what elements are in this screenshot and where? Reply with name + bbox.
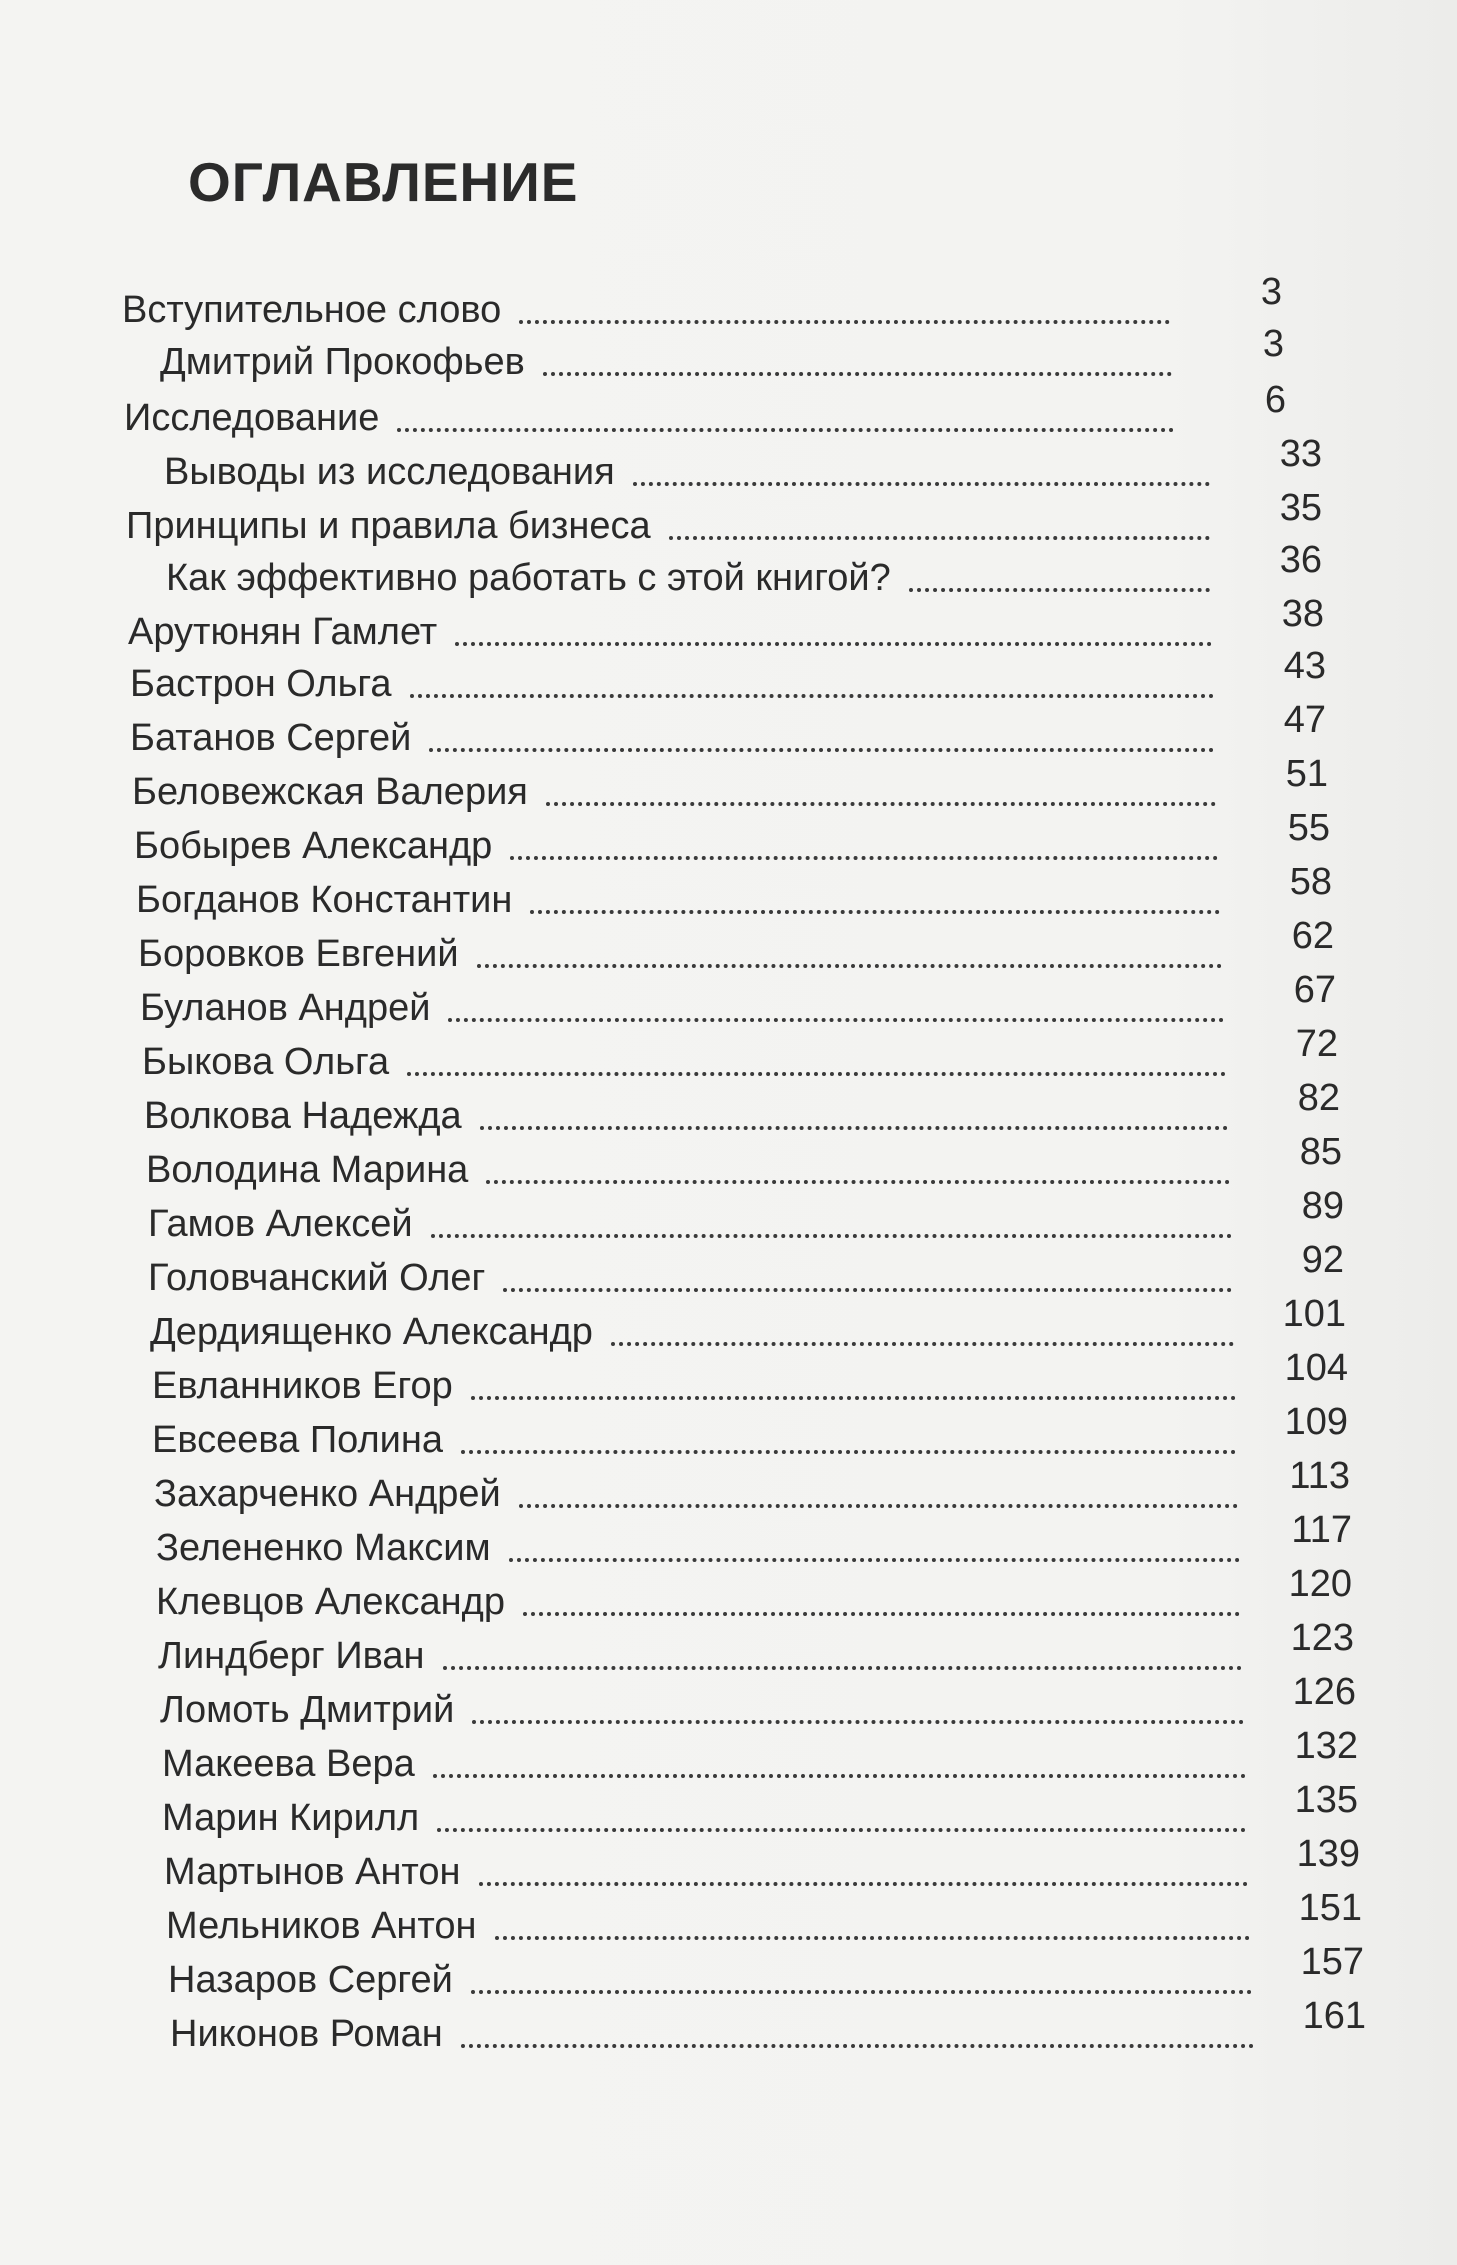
toc-entry (158, 1617, 1354, 1678)
toc-entry-title: Вступительное слово (122, 289, 502, 331)
toc-entry-page: 113 (1289, 1455, 1350, 1497)
dot-leader (437, 1828, 1246, 1832)
toc-entry-title: Захарченко Андрей (154, 1473, 501, 1515)
dot-leader (543, 372, 1172, 376)
toc-entry-page: 104 (1284, 1347, 1348, 1389)
toc-entry-page: 109 (1284, 1401, 1348, 1443)
dot-leader (669, 536, 1210, 540)
toc-entry-title: Мартынов Антон (164, 1851, 461, 1893)
toc-entry-page: 157 (1300, 1941, 1364, 1983)
toc-entry-title: Назаров Сергей (168, 1959, 453, 2001)
toc-entry (130, 699, 1326, 760)
dot-leader (509, 1558, 1240, 1562)
toc-entry-title: Дмитрий Прокофьев (160, 341, 525, 383)
toc-entry-page: 6 (1264, 379, 1286, 421)
dot-leader (407, 1072, 1226, 1076)
toc-entry-page: 67 (1293, 969, 1336, 1011)
dot-leader (471, 1990, 1252, 1994)
toc-entry (162, 1779, 1358, 1840)
toc-entry (166, 1887, 1362, 1948)
dot-leader (455, 642, 1212, 646)
toc-entry-title: Батанов Сергей (130, 717, 412, 759)
toc-entry (166, 539, 1322, 600)
toc-entry-title: Бобырев Александр (134, 825, 493, 867)
toc-entry-title: Бастрон Ольга (130, 663, 392, 705)
dot-leader (472, 1720, 1244, 1724)
toc-entry-title: Арутюнян Гамлет (128, 611, 438, 653)
toc-entry (148, 1239, 1344, 1300)
dot-leader (503, 1288, 1232, 1292)
dot-leader (909, 588, 1210, 592)
dot-leader (477, 964, 1222, 968)
toc-entry-page: 101 (1282, 1293, 1346, 1335)
dot-leader (611, 1342, 1234, 1346)
toc-entry (122, 271, 1282, 332)
toc-entry (146, 1131, 1342, 1192)
toc-entry (156, 1563, 1352, 1624)
toc-entry (124, 379, 1286, 440)
toc-entry-page: 62 (1291, 915, 1334, 957)
toc-entry-title: Зелененко Максим (156, 1527, 491, 1569)
dot-leader (519, 320, 1170, 324)
toc-entry-page: 120 (1288, 1563, 1352, 1605)
toc-entry-page: 117 (1291, 1509, 1352, 1551)
toc-entry (134, 807, 1330, 868)
toc-entry-page: 123 (1290, 1617, 1354, 1659)
toc-entry-page: 92 (1301, 1239, 1344, 1281)
dot-leader (479, 1882, 1248, 1886)
toc-entry-title: Ломоть Дмитрий (160, 1689, 455, 1731)
toc-entry-title: Евсеева Полина (152, 1419, 443, 1461)
toc-entry-page: 33 (1279, 433, 1322, 475)
toc-entry-page: 85 (1299, 1131, 1342, 1173)
toc-entry (142, 1023, 1338, 1084)
dot-leader (448, 1018, 1224, 1022)
toc-entry-page: 132 (1294, 1725, 1358, 1767)
dot-leader (461, 2044, 1254, 2048)
toc-entry-page: 135 (1294, 1779, 1358, 1821)
dot-leader (433, 1774, 1246, 1778)
toc-entry-title: Головчанский Олег (148, 1257, 486, 1299)
toc-entry (138, 915, 1334, 976)
toc-entry (148, 1185, 1344, 1246)
toc-entry-title: Как эффективно работать с этой книгой? (166, 557, 891, 599)
toc-entry-page: 72 (1295, 1023, 1338, 1065)
toc-entry-title: Быкова Ольга (142, 1041, 390, 1083)
toc-entry-page: 43 (1283, 645, 1326, 687)
toc-entry-page: 36 (1279, 539, 1322, 581)
dot-leader (443, 1666, 1242, 1670)
toc-entry-title: Дердиященко Александр (150, 1311, 593, 1353)
toc-entry-page: 35 (1279, 487, 1322, 529)
toc-entry-title: Богданов Константин (136, 879, 513, 921)
toc-entry-title: Выводы из исследования (164, 451, 615, 493)
toc-entry-title: Макеева Вера (162, 1743, 415, 1785)
toc-entry-page: 55 (1287, 807, 1330, 849)
dot-leader (510, 856, 1218, 860)
toc-entry-title: Буланов Андрей (140, 987, 431, 1029)
page-title: ОГЛАВЛЕНИЕ (188, 151, 579, 213)
toc-entry (136, 861, 1332, 922)
toc-entry-page: 151 (1298, 1887, 1362, 1929)
toc-entry-title: Марин Кирилл (162, 1797, 420, 1839)
toc-entry (162, 1725, 1358, 1786)
toc-entry (164, 1833, 1360, 1894)
dot-leader (633, 482, 1210, 486)
toc-entry (168, 1941, 1364, 2002)
toc-entry (132, 753, 1328, 814)
toc-entry (126, 487, 1322, 548)
toc-entry-page: 51 (1285, 753, 1328, 795)
dot-leader (530, 910, 1220, 914)
toc-entry (170, 1995, 1366, 2056)
toc-entry-page: 47 (1283, 699, 1326, 741)
dot-leader (480, 1126, 1228, 1130)
toc-entry (144, 1077, 1340, 1138)
toc-entry-title: Клевцов Александр (156, 1581, 505, 1623)
toc-entry-page: 126 (1292, 1671, 1356, 1713)
toc-entry-title: Гамов Алексей (148, 1203, 413, 1245)
toc-entry-page: 89 (1301, 1185, 1344, 1227)
dot-leader (519, 1504, 1238, 1508)
toc-entry (152, 1347, 1348, 1408)
toc-entry (130, 645, 1326, 706)
toc-entry (150, 1293, 1346, 1354)
toc-entry-page: 3 (1260, 271, 1282, 313)
toc-entry-page: 82 (1297, 1077, 1340, 1119)
dot-leader (546, 802, 1216, 806)
toc-entry-title: Линдберг Иван (158, 1635, 425, 1677)
toc-entry-title: Боровков Евгений (138, 933, 459, 975)
toc-entry-page: 139 (1296, 1833, 1360, 1875)
toc-entry-page: 3 (1262, 323, 1284, 365)
toc-entry (156, 1509, 1352, 1570)
toc-entry (160, 323, 1284, 384)
toc-entry (164, 433, 1322, 494)
toc-entry (152, 1401, 1348, 1462)
dot-leader (461, 1450, 1236, 1454)
dot-leader (471, 1396, 1236, 1400)
toc-entry (160, 1671, 1356, 1732)
dot-leader (431, 1234, 1232, 1238)
toc-entry-title: Волкова Надежда (144, 1095, 462, 1137)
toc-entry (140, 969, 1336, 1030)
toc-entry-title: Беловежская Валерия (132, 771, 528, 813)
toc-entry-title: Исследование (124, 397, 380, 439)
toc-entry-page: 38 (1281, 593, 1324, 635)
dot-leader (486, 1180, 1230, 1184)
toc-entry-page: 58 (1289, 861, 1332, 903)
dot-leader (523, 1612, 1240, 1616)
toc-entry-title: Евланников Егор (152, 1365, 453, 1407)
dot-leader (495, 1936, 1251, 1940)
toc-entry-title: Никонов Роман (170, 2013, 443, 2055)
toc-entry (128, 593, 1324, 654)
dot-leader (410, 694, 1214, 698)
toc-entry-title: Володина Марина (146, 1149, 469, 1191)
toc-entry-title: Принципы и правила бизнеса (126, 505, 651, 547)
dot-leader (397, 428, 1174, 432)
toc-entry-title: Мельников Антон (166, 1905, 477, 1947)
toc-entry-page: 161 (1302, 1995, 1366, 2037)
toc-entry (154, 1455, 1350, 1516)
dot-leader (429, 748, 1214, 752)
